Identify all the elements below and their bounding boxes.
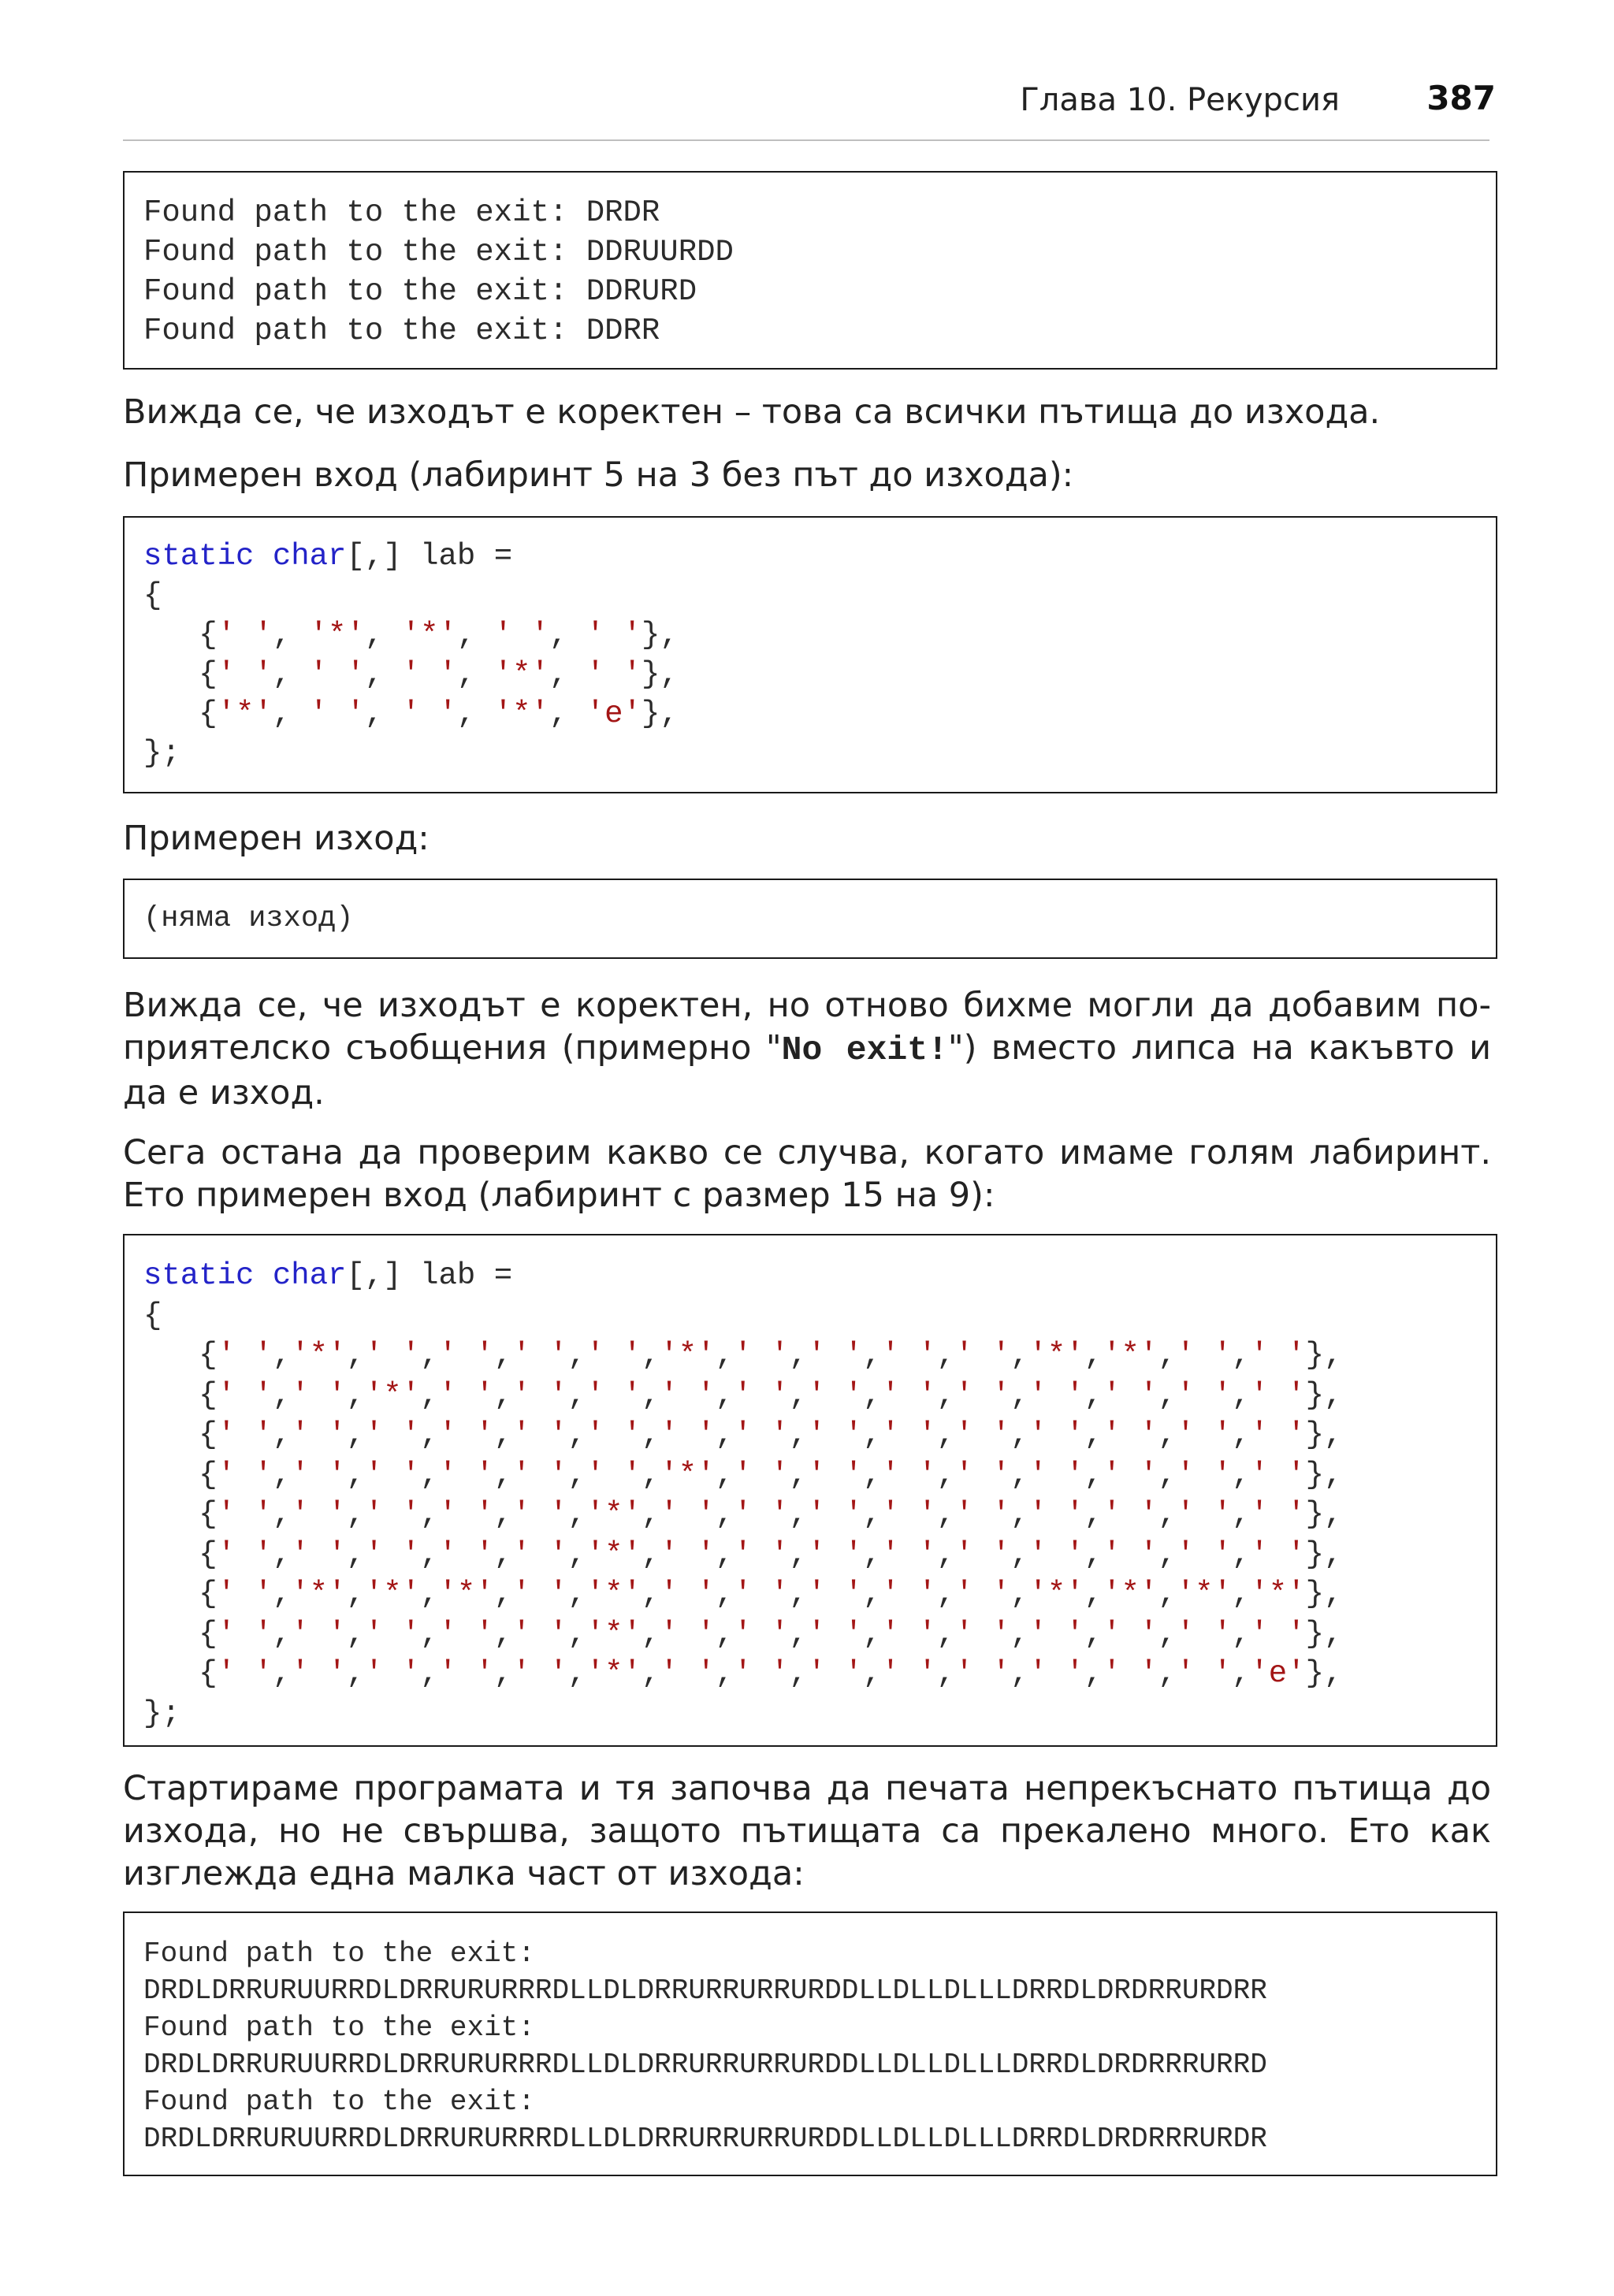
maze-cell: ' ' — [217, 657, 273, 692]
maze-cell: ' ' — [1250, 1536, 1306, 1572]
maze-cell: '*' — [586, 1536, 642, 1572]
output-line: DRDLDRRURUURRDLDRRURURRRDLLDLDRRURRURRURDDLLDLLDLLLDRRDLDRDRRRURDR — [143, 2123, 1267, 2155]
maze-cell: ' ' — [807, 1536, 863, 1572]
keyword-static: static — [143, 1258, 255, 1293]
maze-row: {' ',' ','*',' ',' ',' ',' ',' ',' ',' ',' ',' ',' ',' ',' '}, — [143, 1377, 1343, 1413]
maze-cell: ' ' — [438, 1417, 494, 1452]
output-block-no-exit — [123, 879, 1497, 959]
maze-cell: '*' — [586, 1616, 642, 1651]
maze-cell: ' ' — [512, 1616, 568, 1651]
maze-cell: '*' — [660, 1457, 716, 1492]
maze-cell: ' ' — [1176, 1338, 1232, 1373]
output-line: (няма изход) — [143, 902, 354, 935]
maze-cell: ' ' — [1028, 1377, 1084, 1413]
maze-cell: ' ' — [1250, 1497, 1306, 1532]
maze-cell: ' ' — [1028, 1417, 1084, 1452]
maze-cell: '*' — [1028, 1338, 1084, 1373]
maze-cell: ' ' — [586, 1457, 642, 1492]
text-span: Вижда се, че изходът е коректен, но отново бихме могли да добавим по-приятелско съобщения (примерно " — [123, 986, 1491, 1068]
maze-cell: ' ' — [364, 1338, 421, 1373]
maze-cell: ' ' — [401, 657, 457, 692]
maze-cell: ' ' — [1250, 1616, 1306, 1651]
maze-cell: ' ' — [1176, 1616, 1232, 1651]
maze-cell: ' ' — [1250, 1417, 1306, 1452]
maze-cell: ' ' — [734, 1457, 790, 1492]
maze-cell: ' ' — [1176, 1497, 1232, 1532]
code-block-large-maze — [123, 1234, 1497, 1747]
maze-cell: ' ' — [512, 1377, 568, 1413]
maze-cell: '*' — [660, 1338, 716, 1373]
maze-cell: ' ' — [954, 1577, 1011, 1611]
maze-cell: '*' — [586, 1656, 642, 1691]
maze-cell: ' ' — [217, 1497, 273, 1532]
maze-cell: ' ' — [807, 1497, 863, 1532]
paragraph-sample-output: Примерен изход: — [123, 819, 430, 858]
maze-cell: 'e' — [586, 697, 642, 731]
maze-cell: ' ' — [1176, 1457, 1232, 1492]
maze-row: {' ', ' ', ' ', '*', ' '}, — [143, 657, 679, 692]
maze-cell: '*' — [1028, 1577, 1084, 1611]
inline-code-no-exit: No exit! — [781, 1031, 948, 1069]
maze-cell: ' ' — [438, 1536, 494, 1572]
maze-cell: ' ' — [734, 1577, 790, 1611]
maze-row: {' ',' ',' ',' ',' ','*',' ',' ',' ',' ',' ',' ',' ',' ',' '}, — [143, 1497, 1343, 1532]
output-line: DRDLDRRURUURRDLDRRURURRRDLLDLDRRURRURRURDDLLDLLDLLLDRRDLDRDRRRURRD — [143, 2049, 1267, 2081]
maze-cell: ' ' — [438, 1616, 494, 1651]
maze-row: {' ',' ',' ',' ',' ','*',' ',' ',' ',' ',' ',' ',' ',' ',' '}, — [143, 1616, 1343, 1651]
maze-cell: ' ' — [586, 657, 642, 692]
maze-cell: ' ' — [954, 1417, 1011, 1452]
maze-cell: '*' — [364, 1577, 421, 1611]
maze-cell: ' ' — [438, 1457, 494, 1492]
maze-cell: ' ' — [586, 618, 642, 652]
maze-cell: '*' — [1103, 1577, 1158, 1611]
maze-cell: ' ' — [512, 1417, 568, 1452]
maze-cell: ' ' — [364, 1656, 421, 1691]
maze-rows — [143, 1336, 1496, 1694]
maze-cell: '*' — [401, 618, 457, 652]
maze-cell: ' ' — [881, 1417, 937, 1452]
maze-cell: ' ' — [734, 1338, 790, 1373]
maze-cell: ' ' — [660, 1417, 716, 1452]
maze-cell: ' ' — [401, 697, 457, 731]
maze-cell: '*' — [1176, 1577, 1232, 1611]
maze-cell: ' ' — [881, 1577, 937, 1611]
maze-row: {' ',' ',' ',' ',' ','*',' ',' ',' ',' ',' ',' ',' ',' ',' '}, — [143, 1536, 1343, 1572]
declaration-rest: [,] lab = — [346, 1258, 513, 1293]
maze-cell: ' ' — [438, 1338, 494, 1373]
maze-cell: ' ' — [364, 1497, 421, 1532]
maze-cell: ' ' — [881, 1457, 937, 1492]
maze-cell: ' ' — [438, 1656, 494, 1691]
keyword-char: char — [272, 1258, 347, 1293]
maze-rows — [143, 615, 1496, 734]
maze-cell: ' ' — [1176, 1417, 1232, 1452]
maze-cell: ' ' — [1103, 1377, 1158, 1413]
paragraph-friendly-message — [123, 984, 1491, 1114]
maze-cell: ' ' — [512, 1497, 568, 1532]
maze-cell: ' ' — [438, 1377, 494, 1413]
page-number: 387 — [1426, 79, 1496, 117]
maze-cell: ' ' — [1250, 1457, 1306, 1492]
maze-cell: '*' — [217, 697, 273, 731]
maze-cell: ' ' — [217, 1457, 273, 1492]
maze-cell: '*' — [291, 1577, 347, 1611]
maze-cell: ' ' — [734, 1377, 790, 1413]
maze-cell: ' ' — [1103, 1497, 1158, 1532]
paragraph-large-maze-intro: Сега остана да проверим какво се случва, когато имаме голям лабиринт. Ето примерен вход (лабиринт с размер 15 на 9): — [123, 1133, 1491, 1215]
maze-cell: ' ' — [1176, 1536, 1232, 1572]
maze-cell: ' ' — [807, 1656, 863, 1691]
maze-cell: ' ' — [1250, 1377, 1306, 1413]
maze-cell: ' ' — [512, 1536, 568, 1572]
maze-cell: ' ' — [364, 1536, 421, 1572]
code-close-brace: }; — [143, 736, 180, 771]
maze-cell: ' ' — [1103, 1616, 1158, 1651]
output-line: Found path to the exit: DDRR — [143, 314, 660, 348]
maze-cell: ' ' — [807, 1377, 863, 1413]
maze-cell: ' ' — [881, 1616, 937, 1651]
maze-cell: ' ' — [1176, 1656, 1232, 1691]
maze-cell: ' ' — [954, 1656, 1011, 1691]
maze-cell: '*' — [309, 618, 365, 652]
maze-cell: ' ' — [734, 1497, 790, 1532]
maze-cell: ' ' — [807, 1338, 863, 1373]
maze-cell: ' ' — [881, 1497, 937, 1532]
output-line: DRDLDRRURUURRDLDRRURURRRDLLDLDRRURRURRURDDLLDLLDLLLDRRDLDRDRRURDRR — [143, 1975, 1267, 2007]
chapter-title: Глава 10. Рекурсия — [1020, 82, 1340, 118]
maze-cell: ' ' — [807, 1417, 863, 1452]
maze-cell: ' ' — [217, 1377, 273, 1413]
code-block-small-maze — [123, 516, 1497, 793]
maze-cell: ' ' — [807, 1457, 863, 1492]
code-open-brace: { — [143, 578, 162, 613]
maze-cell: '*' — [364, 1377, 421, 1413]
maze-cell: 'e' — [1250, 1656, 1306, 1691]
maze-cell: ' ' — [512, 1656, 568, 1691]
maze-cell: ' ' — [512, 1338, 568, 1373]
maze-cell: ' ' — [1028, 1457, 1084, 1492]
maze-cell: '*' — [493, 697, 549, 731]
maze-cell: ' ' — [1028, 1536, 1084, 1572]
maze-cell: '*' — [586, 1577, 642, 1611]
paragraph-program-runs: Стартираме програмата и тя започва да печата непрекъснато пътища до изхода, но не свършва, защото пътищата са прекалено много. Ето как изглежда една малка част от изхода: — [123, 1769, 1491, 1893]
maze-cell: ' ' — [438, 1497, 494, 1532]
maze-cell: ' ' — [291, 1377, 347, 1413]
maze-cell: ' ' — [1103, 1536, 1158, 1572]
maze-cell: ' ' — [1103, 1656, 1158, 1691]
declaration-rest: [,] lab = — [346, 539, 513, 574]
output-line: Found path to the exit: — [143, 2086, 535, 2118]
maze-cell: ' ' — [586, 1377, 642, 1413]
maze-cell: ' ' — [660, 1497, 716, 1532]
maze-cell: ' ' — [881, 1338, 937, 1373]
maze-cell: ' ' — [1103, 1417, 1158, 1452]
maze-cell: ' ' — [364, 1417, 421, 1452]
maze-row: {' ',' ',' ',' ',' ',' ',' ',' ',' ',' ',' ',' ',' ',' ',' '}, — [143, 1417, 1343, 1452]
maze-cell: ' ' — [1250, 1338, 1306, 1373]
maze-cell: ' ' — [586, 1417, 642, 1452]
output-block-long-paths — [123, 1911, 1497, 2176]
maze-cell: ' ' — [660, 1536, 716, 1572]
maze-cell: ' ' — [881, 1656, 937, 1691]
maze-row: {' ',' ',' ',' ',' ',' ','*',' ',' ',' ',' ',' ',' ',' ',' '}, — [143, 1457, 1343, 1492]
maze-cell: ' ' — [734, 1417, 790, 1452]
maze-cell: '*' — [1250, 1577, 1306, 1611]
maze-cell: ' ' — [734, 1616, 790, 1651]
maze-cell: ' ' — [217, 1338, 273, 1373]
maze-cell: ' ' — [309, 697, 365, 731]
maze-cell: ' ' — [1176, 1377, 1232, 1413]
maze-cell: ' ' — [881, 1536, 937, 1572]
maze-cell: '*' — [586, 1497, 642, 1532]
paragraph-sample-input-small: Примерен вход (лабиринт 5 на 3 без път до изхода): — [123, 455, 1074, 495]
keyword-char: char — [272, 539, 347, 574]
maze-cell: ' ' — [309, 657, 365, 692]
maze-cell: ' ' — [364, 1616, 421, 1651]
maze-cell: ' ' — [1103, 1457, 1158, 1492]
output-block-paths — [123, 171, 1497, 370]
paragraph-correct-output: Вижда се, че изходът е коректен – това са всички пътища до изхода. — [123, 392, 1381, 432]
keyword-static: static — [143, 539, 255, 574]
maze-cell: ' ' — [291, 1497, 347, 1532]
maze-cell: ' ' — [807, 1577, 863, 1611]
maze-cell: ' ' — [954, 1377, 1011, 1413]
header-divider — [123, 139, 1489, 141]
maze-cell: ' ' — [954, 1536, 1011, 1572]
output-line: Found path to the exit: DDRURD — [143, 274, 697, 309]
maze-cell: ' ' — [660, 1377, 716, 1413]
maze-row: {' ', '*', '*', ' ', ' '}, — [143, 618, 679, 652]
maze-cell: '*' — [1103, 1338, 1158, 1373]
maze-row: {' ','*','*','*',' ','*',' ',' ',' ',' ',' ','*','*','*','*'}, — [143, 1577, 1343, 1611]
maze-cell: ' ' — [734, 1536, 790, 1572]
maze-cell: ' ' — [217, 618, 273, 652]
maze-cell: ' ' — [954, 1616, 1011, 1651]
maze-row: {'*', ' ', ' ', '*', 'e'}, — [143, 697, 679, 731]
maze-cell: ' ' — [364, 1457, 421, 1492]
maze-cell: ' ' — [660, 1577, 716, 1611]
maze-cell: ' ' — [217, 1616, 273, 1651]
maze-cell: ' ' — [881, 1377, 937, 1413]
maze-row: {' ',' ',' ',' ',' ','*',' ',' ',' ',' ',' ',' ',' ',' ','e'}, — [143, 1656, 1343, 1691]
maze-cell: ' ' — [217, 1417, 273, 1452]
maze-row: {' ','*',' ',' ',' ',' ','*',' ',' ',' ',' ','*','*',' ',' '}, — [143, 1338, 1343, 1373]
maze-cell: ' ' — [954, 1457, 1011, 1492]
maze-cell: ' ' — [660, 1656, 716, 1691]
maze-cell: ' ' — [734, 1656, 790, 1691]
maze-cell: ' ' — [954, 1338, 1011, 1373]
maze-cell: ' ' — [217, 1577, 273, 1611]
code-open-brace: { — [143, 1298, 162, 1333]
code-declaration — [143, 537, 1496, 576]
maze-cell: ' ' — [217, 1656, 273, 1691]
output-line: Found path to the exit: DDRUURDD — [143, 235, 734, 269]
maze-cell: ' ' — [291, 1417, 347, 1452]
maze-cell: ' ' — [512, 1457, 568, 1492]
maze-cell: ' ' — [493, 618, 549, 652]
maze-cell: '*' — [493, 657, 549, 692]
maze-cell: ' ' — [291, 1616, 347, 1651]
code-close-brace: }; — [143, 1696, 180, 1731]
maze-cell: ' ' — [1028, 1497, 1084, 1532]
output-line: Found path to the exit: — [143, 2012, 535, 2044]
text-span: ") вместо липса на какъвто и да е изход. — [123, 1028, 1492, 1113]
maze-cell: ' ' — [1028, 1616, 1084, 1651]
output-line: Found path to the exit: DRDR — [143, 195, 660, 230]
maze-cell: ' ' — [291, 1457, 347, 1492]
code-declaration — [143, 1256, 1496, 1296]
maze-cell: ' ' — [807, 1616, 863, 1651]
maze-cell: ' ' — [291, 1656, 347, 1691]
maze-cell: ' ' — [586, 1338, 642, 1373]
maze-cell: ' ' — [291, 1536, 347, 1572]
maze-cell: ' ' — [217, 1536, 273, 1572]
maze-cell: ' ' — [512, 1577, 568, 1611]
maze-cell: '*' — [438, 1577, 494, 1611]
maze-cell: ' ' — [954, 1497, 1011, 1532]
maze-cell: '*' — [291, 1338, 347, 1373]
output-line: Found path to the exit: — [143, 1937, 535, 1970]
maze-cell: ' ' — [660, 1616, 716, 1651]
maze-cell: ' ' — [1028, 1656, 1084, 1691]
